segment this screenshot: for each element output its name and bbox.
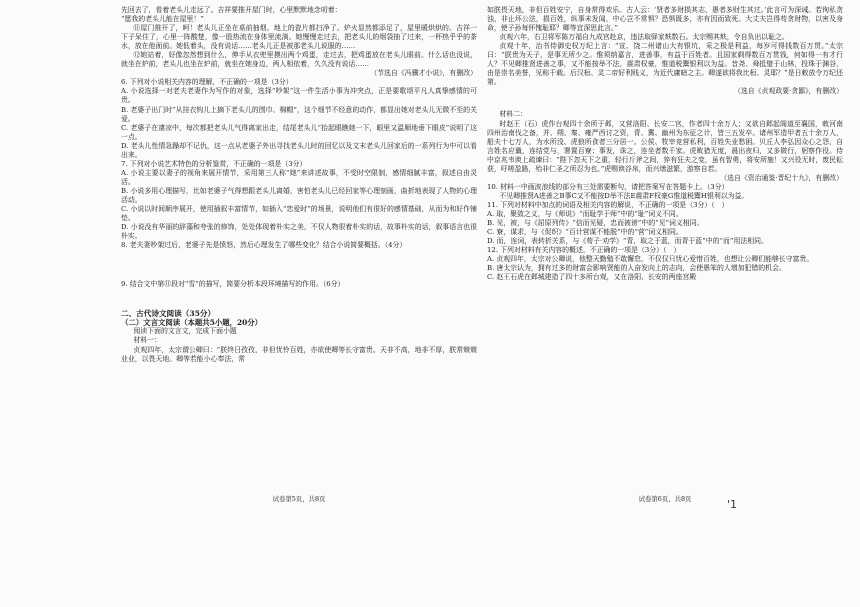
text-paragraph: B. 老婆子出门时“从挂衣钩儿上摘下老头儿的围巾、棉帽”，这个细节不经意的动作，都显出她对老头儿无微不至的关爱。	[121, 105, 477, 123]
right-page-number: 试卷第6页，共8页	[638, 495, 692, 503]
text-paragraph: 先回去了，看着老头儿走远了。吉祥要推开屋门时，心里默默地念叨着：	[121, 6, 342, 14]
text-paragraph: （二）文言文阅读（本题共5小题，20分）	[121, 318, 263, 328]
text-paragraph: 11. 下列对材料中加点的词语及相关内容的解说，不正确的一项是（3分）（ ）	[487, 200, 729, 209]
right-page-footer-wrap	[487, 0, 843, 607]
left-page-footer-wrap	[121, 0, 477, 607]
text-paragraph: D. 而，连词，表转折关系，与《荀子·劝学》“青，取之于蓝，而青于蓝”中的“而”用法相同。	[487, 237, 768, 246]
text-paragraph: D. 小说没有华丽的辞藻和夸张的修饰，处处体现着朴实之美，不仅人物很着朴实的话，故事朴实的话，叙事语言也很朴实。	[121, 223, 477, 241]
text-paragraph: （节选自《冯骥才小说》，有删改）	[370, 69, 477, 78]
text-paragraph: 材料二：	[499, 110, 527, 119]
text-paragraph: A. 取，聚敛之义，与《师说》“而耻学于师”中的“耻”词义不同。	[487, 209, 683, 218]
text-paragraph: B. 见，被，与《屈原列传》“信而见疑，忠而被谤”中的“见”词义相同。	[487, 219, 704, 228]
text-paragraph: ⑪屋门推开了，呵！老头儿正坐在桌前抽烟。地上的瓷片都扫净了。炉火显然都添足了，屋里暖烘烘的。吉祥一下子呆住了，心里一阵酸楚，像一股热流在身体里流淌。她慢慢走过去，把老头儿的烟袋抽了过来，一杯热乎乎的茶水，放在他面前。她低着头，没有说话……老头儿正是被那老头儿说服的……	[121, 24, 477, 51]
text-paragraph: A. 贞观四年，太宗对公卿说，他整天勤勉不敢懈怠，不仅仅只忧心爱惜百姓，也想让公卿们能够长守富贵。	[487, 255, 814, 264]
text-paragraph: （选自《资治通鉴·晋纪十九》，有删改）	[720, 173, 843, 182]
text-paragraph: 7. 下列对小说艺术特色的分析鉴赏，不正确的一项是（3分）	[121, 159, 307, 168]
text-paragraph: 时赵王（石）虎作台观四十余所于邺，又营洛阳、长安二宫，作者四十余万人；又欲自邺起阁道至襄国，敕河南四州治南伐之备，并、朔、秦、雍严西讨之资，青、冀、幽州为东征之计，皆三五发卒。诸州军造甲者五十余万人，船夫十七万人，为水所没、虎狼所食者三分居一。公侯、牧宰竞营私利，百姓失业愁困。贝丘人李弘因众心之怨，自言姓名应谶，连结党与，署置百寮；事发，诛之，连坐者数千家。虎畋猎无度，晨出夜归，又多微行，躬察作役。侍中京兆韦谀上疏谏曰：“陛下忽天下之重，轻行斤斧之间，猝有狂夫之变，虽有智勇，将安所施！又兴役无时，废民耘获，吁嗟盈路，殆非仁圣之所忍为也。”虎赐谀谷帛，而兴缮滋繁，游察自若。	[487, 119, 843, 173]
text-paragraph: B. 小说多用心理描写，比如老婆子气得想跟老头儿离婚，害怕老头儿已经回家等心理刻画，曲折地表现了人物的心理活动。	[121, 186, 477, 204]
text-paragraph: C. 赵王石虎在邺城建造了四十多所台观，又在洛阳、长安的两座宫殿	[487, 273, 697, 282]
text-paragraph: 如朕畏天地，非但百姓安宁，自身常得欢乐。古人云：‘贤者多财损其志，愚者多财生其过。’此言可为深诫。若徇私贪浊，非止坏公法，损百姓，纵事未发闻，中心岂不常惧？恐惧既多，亦有因而致死。大丈夫岂得苟贪财物，以害及身命，使子孙每怀愧耻耶？卿等宜深思此言。”	[487, 6, 843, 33]
text-paragraph: 10. 材料一中画波浪线的部分有三处需要断句，请把答案写在答题卡上。（3分）	[487, 182, 729, 191]
text-paragraph: C. 小说以时间顺序展开，使用插叙丰富情节，如插入“恋爱时”的场景，说明他们有很好的感情基础，从而为和好作铺垫。	[121, 205, 477, 223]
text-paragraph: 阅读下面的文言文，完成下面小题	[133, 327, 237, 336]
text-paragraph: C. 寮，谋求，与《促织》“百计营谋不能脱”中的“营”词义相同。	[487, 228, 683, 237]
text-paragraph: C. 老婆子在凄凉中，每次都把老头儿气得离家出走，结尾老头儿“抬起眼瞧她一下，眼里又温顺地垂下眼皮”说明了这一点。	[121, 123, 477, 141]
text-paragraph: 材料一：	[133, 336, 161, 345]
text-paragraph: B. 唐太宗认为，拥有过多的财富会影响贤能的人奋发向上的志向，会使愚笨的人增加犯错的机会。	[487, 264, 786, 273]
text-paragraph: ⑫她站着，好像忽然想到什么，伸手从衣兜里摸出两个鸡蛋，走过去，把鸡蛋放在老头儿眼前。什么话也没说，就坐在炉前，老头儿也坐在炉前，就坐在她身边，两人相依着，久久没有说话……	[121, 51, 477, 69]
text-paragraph: D. 老头儿性情急躁却不记仇，这一点从老婆子外出寻找老头儿时的回忆以及文末老头儿回家后的一系列行为中可以看出来。	[121, 141, 477, 159]
text-paragraph: （选自《贞观政要·贪鄙》，有删改）	[734, 87, 843, 96]
text-paragraph: 12. 下列对材料有关内容的概述，不正确的一项是（3分）（ ）	[487, 246, 681, 255]
text-paragraph: “愿我的老头儿能在屋里！”	[121, 15, 204, 24]
text-paragraph: 9. 结合文中第⑪段对“雪”的描写，简要分析本段环境描写的作用。（6分）	[121, 280, 345, 289]
text-paragraph: A. 小说选择一对老夫老妻作为写作的对象，选择“吵架”这一件生活小事为冲突点，正是要歌颂平凡人真挚感情的可贵。	[121, 87, 477, 105]
text-paragraph: 不见卿推贤A进善之B事C又不能按D举不法E震肃F权豪G惟道税鬻H银利以为益。	[499, 191, 749, 200]
text-paragraph: A. 小说主要以妻子的视角来展开情节，采用第三人称“她”来讲述故事，不受时空限制，感情细腻丰富，叙述自由灵活。	[121, 168, 477, 186]
text-paragraph: 6. 下列对小说相关内容的理解，不正确的一项是（3分）	[121, 78, 293, 87]
text-paragraph: 贞观十年，治书侍御史权万纪上言：“宣、饶二州诸山大有银坑，采之极是利益，每岁可得钱数百万贯。”太宗曰：“朕贵为天子，是事无所少之。惟须纳嘉言，进善事，有益于百姓者。且国家剩得数百万贯钱，何如得一有才行人？不见卿推贤进善之事，又不能按举不法，震肃权豪，惟道税鬻银利以为益。昔尧、舜抵璧于山林，投珠于渊谷，由是崇名美誉，见称千载。后汉桓、灵二帝好利贱义，为近代庸暗之主。卿遂欲将我比桓、灵耶？”是日敕放令万纪还第。	[487, 42, 843, 87]
left-page-number: 试卷第5页，共8页	[272, 495, 326, 503]
text-paragraph: 二、古代诗文阅读（35分）	[121, 309, 216, 319]
text-paragraph: 贞观六年，右卫将军陈万福自九成宫赴京，违法取驿家麸数石。太宗赐其麸，令自负出以耻之。	[499, 33, 789, 42]
handwritten-corner-mark: '1	[727, 498, 738, 511]
text-paragraph: 8. 老夫妻吵架过后，老婆子先是愤怒，然后心理发生了哪些变化？结合小说简要概括。（4分）	[121, 241, 407, 250]
text-paragraph: 贞观四年，太宗谓公卿曰：“朕终日孜孜，非但忧怜百姓，亦欲使卿等长守富贵。天非不高，地非不厚，朕常兢兢业业，以畏天地。卿等若能小心奉法，常	[121, 345, 477, 363]
